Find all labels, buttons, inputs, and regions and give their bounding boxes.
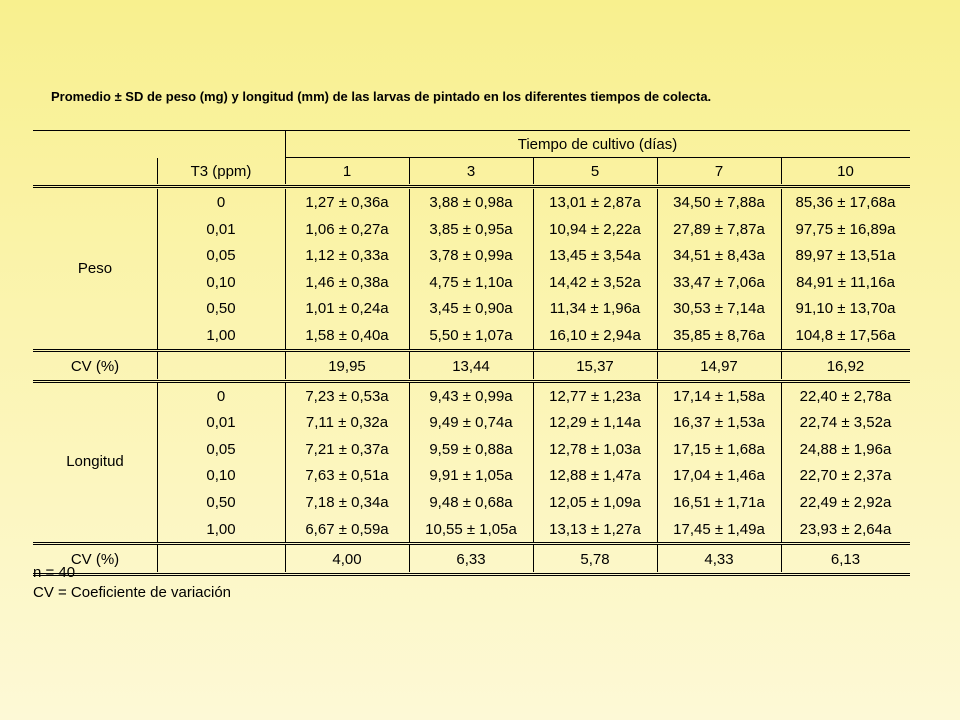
t3-value: 0,01 (206, 220, 236, 238)
cv-value: 15,37 (576, 357, 614, 375)
table-cell: 16,37 ± 1,53a (673, 414, 765, 432)
column-rule (285, 131, 286, 184)
cv-value: 14,97 (700, 357, 738, 375)
table-cell: 7,18 ± 0,34a (305, 494, 389, 511)
t3-value: 0,50 (206, 494, 236, 511)
cv-value: 13,44 (452, 357, 490, 375)
column-rule (409, 351, 410, 379)
table-cell: 22,70 ± 2,37a (799, 467, 892, 485)
table-cell: 7,63 ± 0,51a (305, 467, 389, 485)
table-cell: 17,14 ± 1,58a (673, 387, 765, 405)
column-rule (409, 544, 410, 572)
column-rule (409, 383, 410, 543)
cv-top-rule (33, 351, 910, 352)
table-cell: 9,48 ± 0,68a (429, 494, 513, 511)
table-cell: 30,53 ± 7,14a (673, 300, 765, 318)
table-cell: 7,11 ± 0,32a (305, 414, 389, 432)
table-cell: 34,51 ± 8,43a (673, 247, 765, 265)
table-cell: 34,50 ± 7,88a (673, 194, 765, 211)
t3-value: 0 (216, 387, 226, 405)
column-rule (781, 158, 782, 184)
table-cell: 1,01 ± 0,24a (305, 300, 389, 318)
header-bottom-rule (33, 185, 910, 186)
cv-value: 6,33 (456, 551, 486, 569)
cv-top-rule (33, 544, 910, 545)
note-sample-size: n = 40 (33, 564, 76, 581)
column-rule (157, 351, 158, 379)
table-cell: 33,47 ± 7,06a (673, 273, 765, 291)
note-cv-definition: CV = Coeficiente de variación (33, 584, 232, 601)
table-cell: 22,74 ± 3,52a (799, 414, 892, 432)
table-cell: 23,93 ± 2,64a (799, 520, 892, 538)
column-rule (533, 351, 534, 379)
table-cell: 5,50 ± 1,07a (429, 327, 513, 344)
table-cell: 9,59 ± 0,88a (429, 440, 513, 458)
table-cell: 24,88 ± 1,96a (799, 440, 892, 458)
table-cell: 1,58 ± 0,40a (305, 327, 389, 344)
t3-value: 1,00 (206, 327, 236, 344)
table-cell: 22,40 ± 2,78a (799, 387, 892, 405)
column-rule (285, 544, 286, 572)
table-cell: 104,8 ± 17,56a (795, 327, 896, 344)
table-cell: 12,88 ± 1,47a (549, 467, 641, 485)
t3-value: 0,50 (206, 300, 236, 318)
column-rule (533, 189, 534, 349)
day-header: 3 (466, 163, 476, 180)
table-cell: 14,42 ± 3,52a (549, 273, 641, 291)
cv-bottom-rule (33, 380, 910, 381)
table-cell: 6,67 ± 0,59a (305, 520, 389, 538)
table-cell: 11,34 ± 1,96a (549, 300, 641, 318)
column-rule (157, 189, 158, 349)
cv-value: 4,33 (704, 551, 734, 569)
table-cell: 89,97 ± 13,51a (795, 247, 896, 265)
table-notes (33, 563, 231, 603)
table-cell: 85,36 ± 17,68a (795, 194, 896, 211)
table-cell: 12,78 ± 1,03a (549, 440, 641, 458)
longitud-group-label: Longitud (66, 453, 124, 471)
table-cell: 10,55 ± 1,05a (425, 520, 517, 538)
peso-group-label: Peso (77, 259, 113, 277)
cv-value: 5,78 (580, 551, 610, 569)
table-cell: 84,91 ± 11,16a (796, 273, 895, 291)
column-rule (409, 158, 410, 184)
group-bottom-rule (33, 542, 910, 543)
table-cell: 4,75 ± 1,10a (429, 273, 513, 291)
table-cell: 3,85 ± 0,95a (429, 220, 513, 238)
column-rule (657, 383, 658, 543)
column-rule (781, 383, 782, 543)
table-cell: 3,88 ± 0,98a (429, 194, 513, 211)
column-rule (157, 383, 158, 543)
table-cell: 10,94 ± 2,22a (549, 220, 641, 238)
table-caption: Promedio ± SD de peso (mg) y longitud (mm) de las larvas de pintado en los diferentes tiempos de colecta. (51, 89, 712, 104)
cv-value: 16,92 (826, 357, 865, 375)
column-rule (657, 158, 658, 184)
table-cell: 22,49 ± 2,92a (799, 494, 892, 511)
table-cell: 13,45 ± 3,54a (549, 247, 641, 265)
t3-value: 0,01 (206, 414, 236, 432)
table-cell: 3,45 ± 0,90a (429, 300, 513, 318)
table-cell: 1,12 ± 0,33a (305, 247, 389, 265)
t3-value: 0,05 (206, 440, 236, 458)
table-cell: 12,29 ± 1,14a (549, 414, 641, 432)
t3-value: 0 (216, 194, 226, 211)
table-cell: 1,46 ± 0,38a (305, 273, 389, 291)
table-cell: 9,49 ± 0,74a (429, 414, 513, 432)
header-bottom-rule-2 (33, 187, 910, 188)
table-cell: 13,13 ± 1,27a (549, 520, 641, 538)
cv-value: 19,95 (328, 357, 366, 375)
t3-value: 0,10 (206, 273, 236, 291)
column-rule (285, 351, 286, 379)
table-cell: 9,43 ± 0,99a (429, 387, 513, 405)
column-rule (285, 189, 286, 349)
table-cell: 16,10 ± 2,94a (549, 327, 641, 344)
cv-value: 6,13 (830, 551, 861, 569)
table-cell: 1,27 ± 0,36a (305, 194, 389, 211)
longitud-cv-label: CV (%) (70, 551, 120, 569)
column-rule (409, 189, 410, 349)
table-cell: 3,78 ± 0,99a (429, 247, 513, 265)
day-header: 1 (342, 163, 352, 180)
column-rule (285, 383, 286, 543)
column-rule (781, 189, 782, 349)
t3-header: T3 (ppm) (190, 163, 252, 180)
t3-value: 0,05 (206, 247, 236, 265)
days-group-header: Tiempo de cultivo (días) (517, 136, 678, 153)
column-rule (157, 158, 158, 184)
column-rule (781, 351, 782, 379)
table-cell: 13,01 ± 2,87a (549, 194, 641, 211)
table-cell: 17,15 ± 1,68a (673, 440, 765, 458)
day-header: 7 (714, 163, 724, 180)
group-bottom-rule (33, 349, 910, 350)
table-cell: 97,75 ± 16,89a (795, 220, 896, 238)
table-cell: 35,85 ± 8,76a (673, 327, 765, 344)
table-cell: 27,89 ± 7,87a (673, 220, 765, 238)
table-cell: 17,04 ± 1,46a (673, 467, 765, 485)
table-cell: 12,77 ± 1,23a (549, 387, 641, 405)
cv-value: 4,00 (332, 551, 362, 569)
t3-value: 1,00 (206, 520, 236, 538)
column-rule (533, 544, 534, 572)
table-cell: 12,05 ± 1,09a (549, 494, 641, 511)
table-cell: 7,23 ± 0,53a (305, 387, 389, 405)
table-cell: 9,91 ± 1,05a (429, 467, 513, 485)
peso-cv-label: CV (%) (70, 357, 120, 375)
column-rule (657, 189, 658, 349)
t3-value: 0,10 (206, 467, 236, 485)
day-header: 5 (590, 163, 600, 180)
table-cell: 17,45 ± 1,49a (673, 520, 765, 538)
column-rule (781, 544, 782, 572)
column-rule (533, 383, 534, 543)
column-rule (657, 351, 658, 379)
table-cell: 7,21 ± 0,37a (305, 440, 389, 458)
column-rule (657, 544, 658, 572)
day-header: 10 (837, 163, 854, 180)
table-cell: 16,51 ± 1,71a (673, 494, 765, 511)
table-cell: 91,10 ± 13,70a (795, 300, 896, 318)
table-cell: 1,06 ± 0,27a (305, 220, 389, 238)
column-rule (533, 158, 534, 184)
